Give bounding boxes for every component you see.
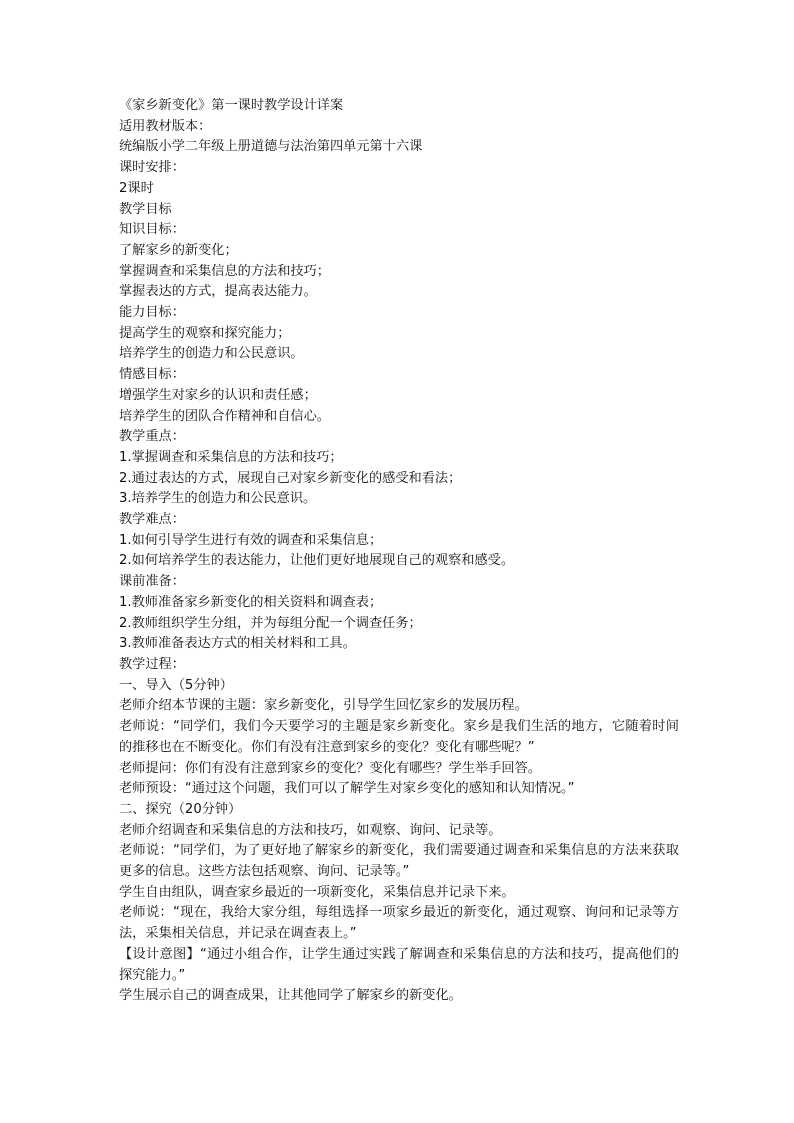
section-paragraph: 老师说：“现在，我给大家分组，每组选择一项家乡最近的新变化，通过观察、询问和记录等方法，采集相关信息，并记录在调查表上。”	[119, 905, 679, 942]
emotion-label: 情感目标：	[119, 367, 185, 383]
key-point-item: 3.培养学生的创造力和公民意识。	[119, 491, 317, 507]
document-page	[119, 96, 679, 1007]
ability-item: 培养学生的创造力和公民意识。	[119, 346, 304, 362]
difficulties-label: 教学难点：	[119, 512, 185, 528]
objectives-heading: 教学目标	[119, 201, 172, 217]
knowledge-item: 掌握调查和采集信息的方法和技巧；	[119, 263, 330, 279]
section-paragraph: 老师预设：“通过这个问题，我们可以了解学生对家乡变化的感知和认知情况。”	[119, 781, 575, 797]
knowledge-label: 知识目标：	[119, 222, 185, 238]
preparation-item: 2.教师组织学生分组，并为每组分配一个调查任务；	[119, 615, 422, 631]
schedule-label: 课时安排：	[119, 160, 185, 176]
preparation-item: 1.教师准备家乡新变化的相关资料和调查表；	[119, 594, 383, 610]
section-paragraph: 老师提问：你们有没有注意到家乡的变化？变化有哪些？学生举手回答。	[119, 760, 541, 776]
section-paragraph: 老师介绍调查和采集信息的方法和技巧，如观察、询问、记录等。	[119, 822, 502, 838]
process-label: 教学过程：	[119, 656, 185, 672]
ability-label: 能力目标：	[119, 305, 185, 321]
difficulty-item: 1.如何引导学生进行有效的调查和采集信息；	[119, 532, 383, 548]
difficulty-item: 2.如何培养学生的表达能力，让他们更好地展现自己的观察和感受。	[119, 553, 515, 569]
key-points-label: 教学重点：	[119, 429, 185, 445]
preparation-label: 课前准备：	[119, 574, 185, 590]
textbook-label: 适用教材版本：	[119, 118, 212, 134]
section-heading: 二、探究（20分钟）	[119, 801, 242, 817]
section-heading: 一、导入（5分钟）	[119, 677, 233, 693]
schedule-value: 2课时	[119, 180, 154, 196]
knowledge-item: 了解家乡的新变化；	[119, 242, 238, 258]
textbook-value: 统编版小学二年级上册道德与法治第四单元第十六课	[119, 139, 423, 155]
key-point-item: 2.通过表达的方式，展现自己对家乡新变化的感受和看法；	[119, 470, 462, 486]
key-point-item: 1.掌握调查和采集信息的方法和技巧；	[119, 449, 343, 465]
section-paragraph: 学生自由组队，调查家乡最近的一项新变化，采集信息并记录下来。	[119, 884, 515, 900]
emotion-item: 增强学生对家乡的认识和责任感；	[119, 387, 317, 403]
ability-item: 提高学生的观察和探究能力；	[119, 325, 291, 341]
section-paragraph: 【设计意图】“通过小组合作，让学生通过实践了解调查和采集信息的方法和技巧，提高他们的探究能力。”	[119, 946, 679, 983]
section-paragraph: 老师介绍本节课的主题：家乡新变化，引导学生回忆家乡的发展历程。	[119, 698, 528, 714]
section-paragraph: 学生展示自己的调查成果，让其他同学了解家乡的新变化。	[119, 988, 462, 1004]
document-title: 《家乡新变化》第一课时教学设计详案	[119, 98, 344, 113]
section-paragraph: 老师说：“同学们，我们今天要学习的主题是家乡新变化。家乡是我们生活的地方，它随着时间的推移也在不断变化。你们有没有注意到家乡的变化？变化有哪些呢？”	[119, 719, 679, 755]
emotion-item: 培养学生的团队合作精神和自信心。	[119, 408, 330, 424]
section-paragraph: 老师说：“同学们，为了更好地了解家乡的新变化，我们需要通过调查和采集信息的方法来获取更多的信息。这些方法包括观察、询问、记录等。”	[119, 843, 679, 880]
knowledge-item: 掌握表达的方式，提高表达能力。	[119, 284, 317, 300]
preparation-item: 3.教师准备表达方式的相关材料和工具。	[119, 636, 356, 652]
